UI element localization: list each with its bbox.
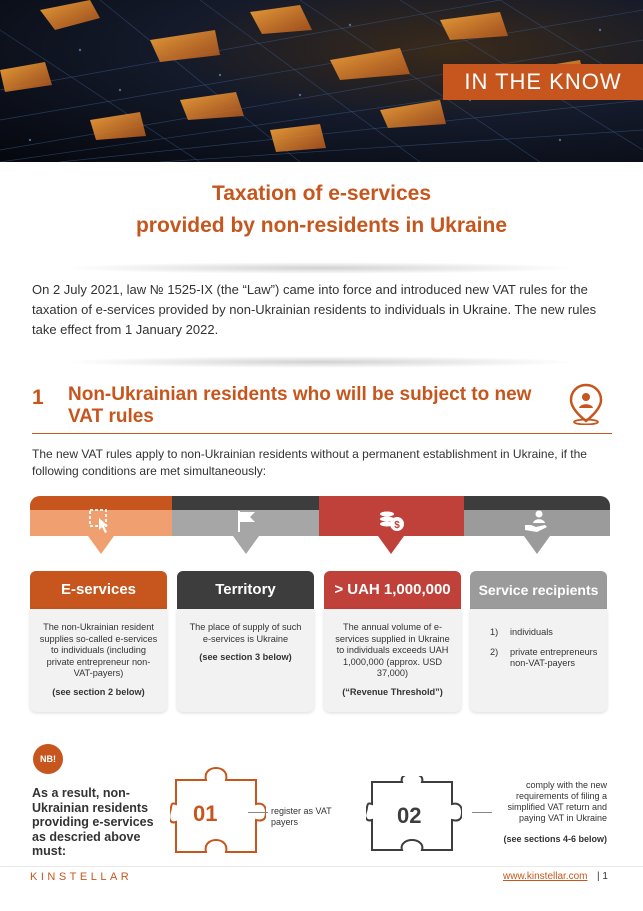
nb-badge: NB! [33,744,63,774]
strip-pointer-recipients [524,536,550,554]
card-threshold-title: > UAH 1,000,000 [324,571,461,609]
touch-select-icon [88,508,114,534]
in-the-know-badge: IN THE KNOW [443,64,643,100]
card-threshold-note: (“Revenue Threshold”) [342,686,443,697]
card-e-services-title: E-services [30,571,167,609]
card-territory-title: Territory [177,571,314,609]
step-02-note: (see sections 4-6 below) [503,834,607,844]
result-text: As a result, non-Ukrainian residents providing e-services as descried above must: [32,786,154,858]
strip-segment-e-services [30,496,172,536]
section-number: 1 [32,386,44,409]
hand-person-icon [523,508,551,534]
step-02-text: comply with the new requirements of filing a simplified VAT return and paying VAT in Ukraine [507,780,607,823]
section-lead: The new VAT rules apply to non-Ukrainian residents without a permanent establishment in Ukraine, if the following conditions are met simultaneously: [32,447,587,478]
section-title: Non-Ukrainian residents who will be subject to new VAT rules [68,384,532,427]
step-02-number: 02 [397,803,422,828]
card-e-services-body [30,609,167,712]
conditions-strip [30,496,610,556]
strip-segment-territory [172,496,319,536]
website-link[interactable]: www.kinstellar.com [503,871,588,882]
strip-pointer-territory [233,536,259,554]
svg-text:$: $ [393,520,400,531]
flag-icon [233,508,259,534]
page-title-line-2: provided by non-residents in Ukraine [135,214,508,237]
step-01-text: register as VAT payers [271,806,332,827]
page-title-line-1: Taxation of e-services [211,182,432,205]
strip-pointer-e-services [88,536,114,554]
card-e-services-note: (see section 2 below) [52,686,145,697]
card-recipients-title: Service recipients [470,571,607,609]
step-02-block [495,780,607,845]
step-02-connector [472,812,492,813]
kinstellar-logo: KINSTELLAR [30,871,133,883]
strip-segment-threshold [319,496,464,536]
card-recipients-body [470,609,607,712]
divider-top [60,262,580,274]
strip-segment-recipients [464,496,610,536]
page-title [0,178,643,242]
card-territory-body [177,609,314,712]
card-territory-note: (see section 3 below) [199,652,292,662]
coins-icon [378,508,406,534]
list-item: 1) individuals [490,627,553,637]
footer-rule [0,866,643,867]
step-01-connector [248,812,268,813]
recipients-list [478,627,599,670]
intro-paragraph: On 2 July 2021, law № 1525-IX (the “Law”) came into force and introduced new VAT rules for the taxation of e-services provided by non-Ukrainian residents to individuals in Ukraine. The new rules take effect from 1 January 2022. [32,282,597,337]
page-number: | 1 [597,871,608,882]
card-threshold-text: The annual volume of e-services supplied in Ukraine to individuals exceeds UAH 1,000,000 (approx. USD 37,000) [335,622,450,678]
card-threshold-body [324,609,461,712]
location-person-icon [567,383,605,425]
strip-pointer-threshold [378,536,404,554]
divider-middle [60,356,580,368]
card-territory-text: The place of supply of such e-services is Ukraine [189,622,302,644]
list-item: 2) private entrepreneurs non-VAT-payers [490,646,598,668]
section-rule [32,433,612,434]
card-e-services-text: The non-Ukrainian resident supplies so-called e-services to individuals (including private entrepreneur non-VAT-payers) [39,622,158,678]
hero-banner [0,0,643,162]
step-01-number: 01 [193,801,218,826]
